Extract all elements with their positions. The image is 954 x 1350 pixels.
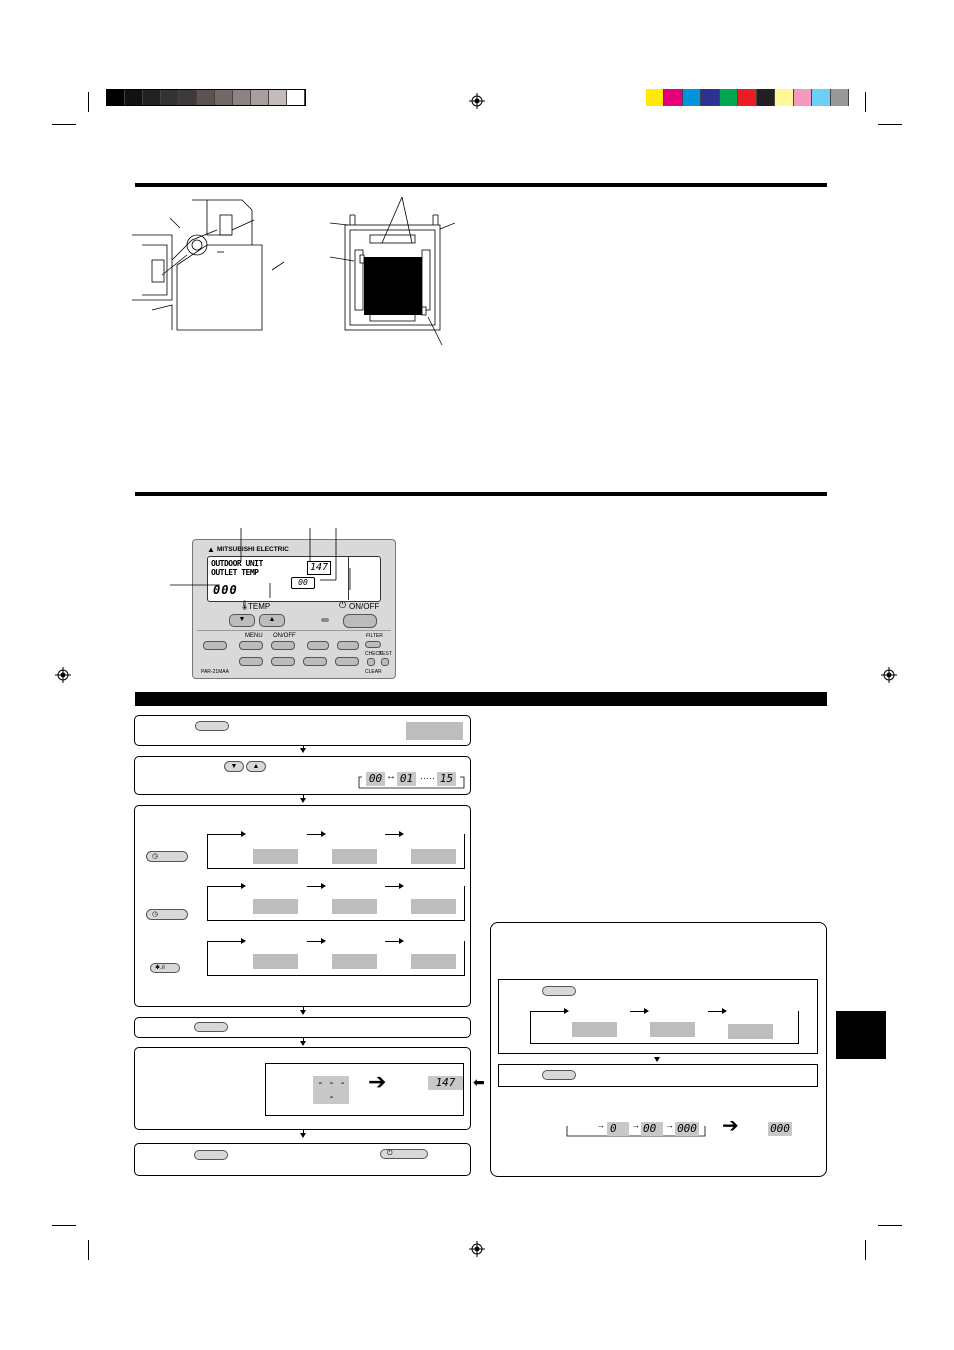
seq-arrow-icon: → [596, 1120, 605, 1130]
cycle-dots: ····· [420, 773, 435, 783]
test-button[interactable] [381, 658, 389, 666]
power-icon: ⏻ [339, 600, 347, 610]
gray-swatch [251, 90, 269, 105]
onoff-button[interactable] [343, 614, 377, 628]
panel-drawing [330, 195, 455, 350]
section-header-bar [135, 692, 827, 706]
color-bar [646, 89, 849, 106]
flow-arrow-line [303, 746, 304, 750]
operation-up-button[interactable] [271, 657, 295, 666]
gray-swatch [269, 90, 287, 105]
model-label: PAR-21MAA [201, 669, 229, 675]
section-tab [836, 1011, 886, 1059]
cycle-start: 00 [366, 772, 385, 786]
color-swatch [775, 89, 793, 106]
seq-2: 00 [641, 1122, 663, 1136]
side-arrow-icon: ⬅ [473, 1074, 485, 1090]
clock-button-icon[interactable]: ◷ [146, 909, 188, 920]
step6-box [134, 1143, 471, 1176]
address-up-button[interactable]: ▲ [246, 761, 266, 772]
crop-mark [88, 1240, 89, 1260]
registration-target-icon [469, 93, 485, 109]
day-button[interactable] [271, 641, 295, 650]
seq-result-arrow-icon: ➔ [722, 1115, 739, 1137]
color-swatch [720, 89, 738, 106]
gray-swatch [179, 90, 197, 105]
crop-mark [52, 124, 76, 125]
crop-mark [88, 92, 89, 112]
vane-button[interactable] [303, 657, 327, 666]
check-label: CHECK [365, 651, 383, 657]
cycle-row-2 [207, 881, 465, 921]
lcd-code: 147 [307, 561, 331, 575]
cycle-next: 01 [397, 772, 416, 786]
lcd-address: 00 [291, 577, 315, 589]
step1-display [406, 722, 463, 740]
gray-swatch [125, 90, 143, 105]
color-swatch [646, 89, 664, 106]
cycle-row-1 [207, 829, 465, 869]
flow-arrow-line [303, 795, 304, 799]
crop-mark [878, 1225, 902, 1226]
color-swatch [701, 89, 719, 106]
menu-button[interactable] [239, 641, 263, 650]
lcd-line2: OUTLET TEMP [211, 568, 259, 577]
gray-swatch [107, 90, 125, 105]
registration-target-icon [881, 667, 897, 683]
operation-led [321, 618, 329, 622]
side-cycle-row [530, 1006, 800, 1044]
address-down-button[interactable]: ▼ [224, 761, 244, 772]
seq-1: 0 [607, 1122, 629, 1136]
seq-arrow-icon: → [631, 1120, 640, 1130]
test-button-icon-2[interactable] [194, 1150, 228, 1160]
gray-swatch [233, 90, 251, 105]
operation-down-button[interactable] [239, 657, 263, 666]
crop-mark [865, 92, 866, 112]
result-value: 147 [428, 1076, 463, 1090]
gray-swatch [197, 90, 215, 105]
color-swatch [812, 89, 830, 106]
crop-mark [878, 124, 902, 125]
clear-label: CLEAR [365, 669, 382, 675]
side-button-icon-2[interactable] [542, 1070, 576, 1080]
ventilation-button[interactable] [335, 657, 359, 666]
flow-arrow [654, 1057, 660, 1062]
louver-button[interactable] [337, 641, 359, 650]
temp-label: TEMP [248, 602, 271, 611]
seq-result: 000 [768, 1122, 792, 1136]
unit-mechanism-drawing [132, 190, 302, 335]
crop-mark [52, 1225, 76, 1226]
side-button-icon[interactable] [542, 986, 576, 996]
thermometer-icon: 🌡 [239, 600, 251, 610]
blink-value: - - - - [313, 1076, 349, 1104]
color-swatch [831, 89, 849, 106]
gray-swatch [287, 90, 305, 105]
result-arrow-icon: ➔ [368, 1069, 387, 1094]
flow-arrow-line [303, 1007, 304, 1011]
brand-logo-icon: ▲ [207, 545, 215, 554]
back-button[interactable] [203, 641, 227, 650]
color-swatch [794, 89, 812, 106]
cycle-row-3 [207, 936, 465, 976]
grayscale-bar [106, 89, 306, 106]
temp-down-button[interactable]: ▼ [229, 614, 255, 627]
filter-label: FILTER [366, 633, 383, 639]
registration-target-icon [55, 667, 71, 683]
temp-up-button[interactable]: ▲ [259, 614, 285, 627]
section-rule [135, 183, 827, 187]
lcd-value: 000 [213, 583, 238, 597]
fan-button-icon[interactable]: ✱.ıl [150, 963, 180, 973]
color-swatch [664, 89, 682, 106]
seq-arrow-icon: → [665, 1120, 674, 1130]
test-label: TEST [379, 651, 392, 657]
menu-label: MENU [245, 633, 263, 639]
test-button-icon[interactable] [195, 721, 229, 731]
step4-box [134, 1017, 471, 1038]
color-swatch [683, 89, 701, 106]
lcd-line1: OUTDOOR UNIT [211, 559, 263, 568]
seq-3: 000 [675, 1122, 699, 1136]
remote-leader-lines [170, 528, 390, 598]
timer-button-icon[interactable]: ◷ [146, 851, 188, 862]
brand-label: MITSUBISHI ELECTRIC [217, 546, 289, 553]
fan-speed-button[interactable] [307, 641, 329, 650]
filter-button[interactable] [365, 641, 381, 648]
gray-swatch [143, 90, 161, 105]
onoff-label: ON/OFF [349, 602, 380, 611]
registration-target-icon [469, 1241, 485, 1257]
onoff-small-label: ON/OFF [273, 633, 296, 639]
cycle-end: 15 [437, 772, 456, 786]
flow-arrow-line [303, 1130, 304, 1134]
gray-swatch [161, 90, 179, 105]
color-swatch [757, 89, 775, 106]
crop-mark [865, 1240, 866, 1260]
flow-arrow-line [303, 1038, 304, 1042]
onoff-button-icon[interactable]: ⏻ [380, 1149, 428, 1159]
section-rule [135, 492, 827, 496]
check-button[interactable] [367, 658, 375, 666]
gray-swatch [215, 90, 233, 105]
color-swatch [738, 89, 756, 106]
cycle-arrow-icon: ↔ [386, 771, 396, 782]
filter-button-icon[interactable] [194, 1022, 228, 1032]
